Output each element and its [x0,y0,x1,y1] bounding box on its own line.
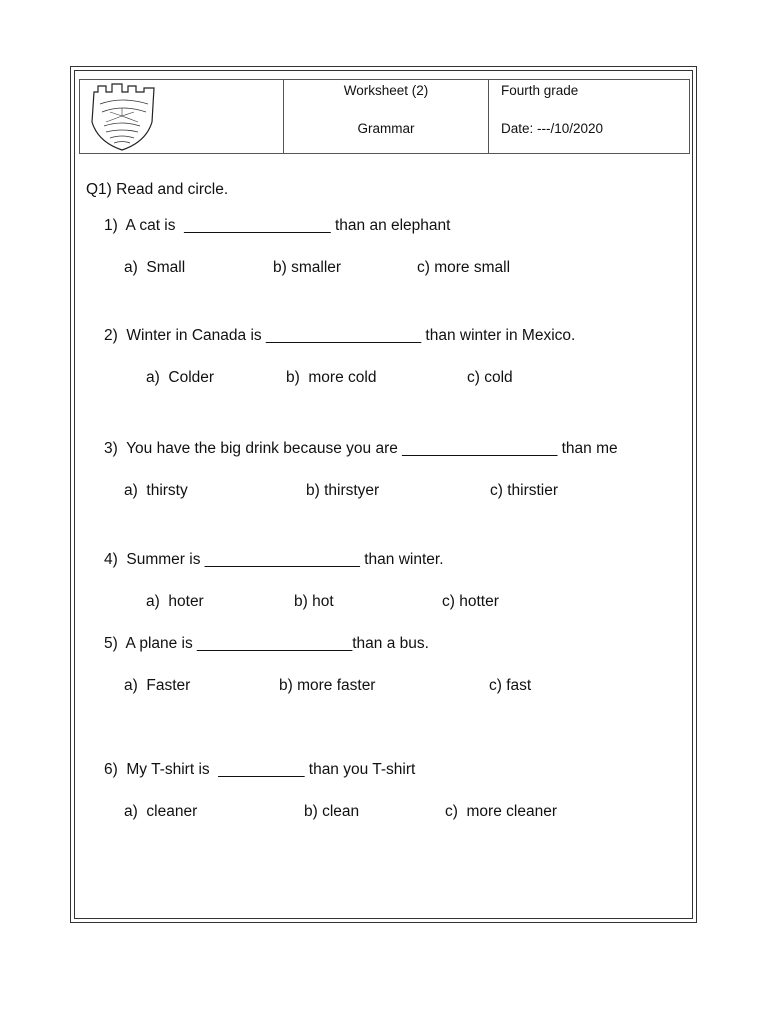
school-crest-logo [88,82,160,152]
question-stem: 4) Summer is __________________ than winter. [104,551,444,568]
option-c: c) fast [489,677,532,694]
option-a: a) Faster [124,677,191,694]
option-b: b) hot [294,593,334,610]
question-stem: 5) A plane is __________________than a bus. [104,635,429,652]
option-c: c) thirstier [490,482,559,499]
option-c: c) hotter [442,593,499,610]
date-label: Date: ---/10/2020 [501,121,604,136]
instruction-heading: Q1) Read and circle. [86,181,229,198]
option-b: b) thirstyer [306,482,380,499]
worksheet-number: Worksheet (2) [343,83,429,98]
info-cell [489,80,690,154]
option-b: b) clean [304,803,360,820]
question-stem: 3) You have the big drink because you are __________________ than me [104,440,618,457]
option-a: a) Small [124,259,186,276]
logo-cell [80,80,284,154]
option-a: a) hoter [146,593,204,610]
worksheet-header-table [79,79,690,154]
option-b: b) more cold [286,369,377,386]
title-cell [284,80,489,154]
option-a: a) thirsty [124,482,188,499]
option-a: a) Colder [146,369,215,386]
question-stem: 6) My T-shirt is __________ than you T-shirt [104,761,416,778]
option-c: c) more cleaner [445,803,557,820]
subject-label: Grammar [357,121,415,136]
option-a: a) cleaner [124,803,198,820]
option-b: b) more faster [279,677,376,694]
option-b: b) smaller [273,259,342,276]
question-stem: 2) Winter in Canada is __________________ than winter in Mexico. [104,327,576,344]
grade-label: Fourth grade [501,83,579,98]
question-stem: 1) A cat is _________________ than an elephant [104,217,451,234]
option-c: c) more small [417,259,511,276]
option-c: c) cold [467,369,513,386]
